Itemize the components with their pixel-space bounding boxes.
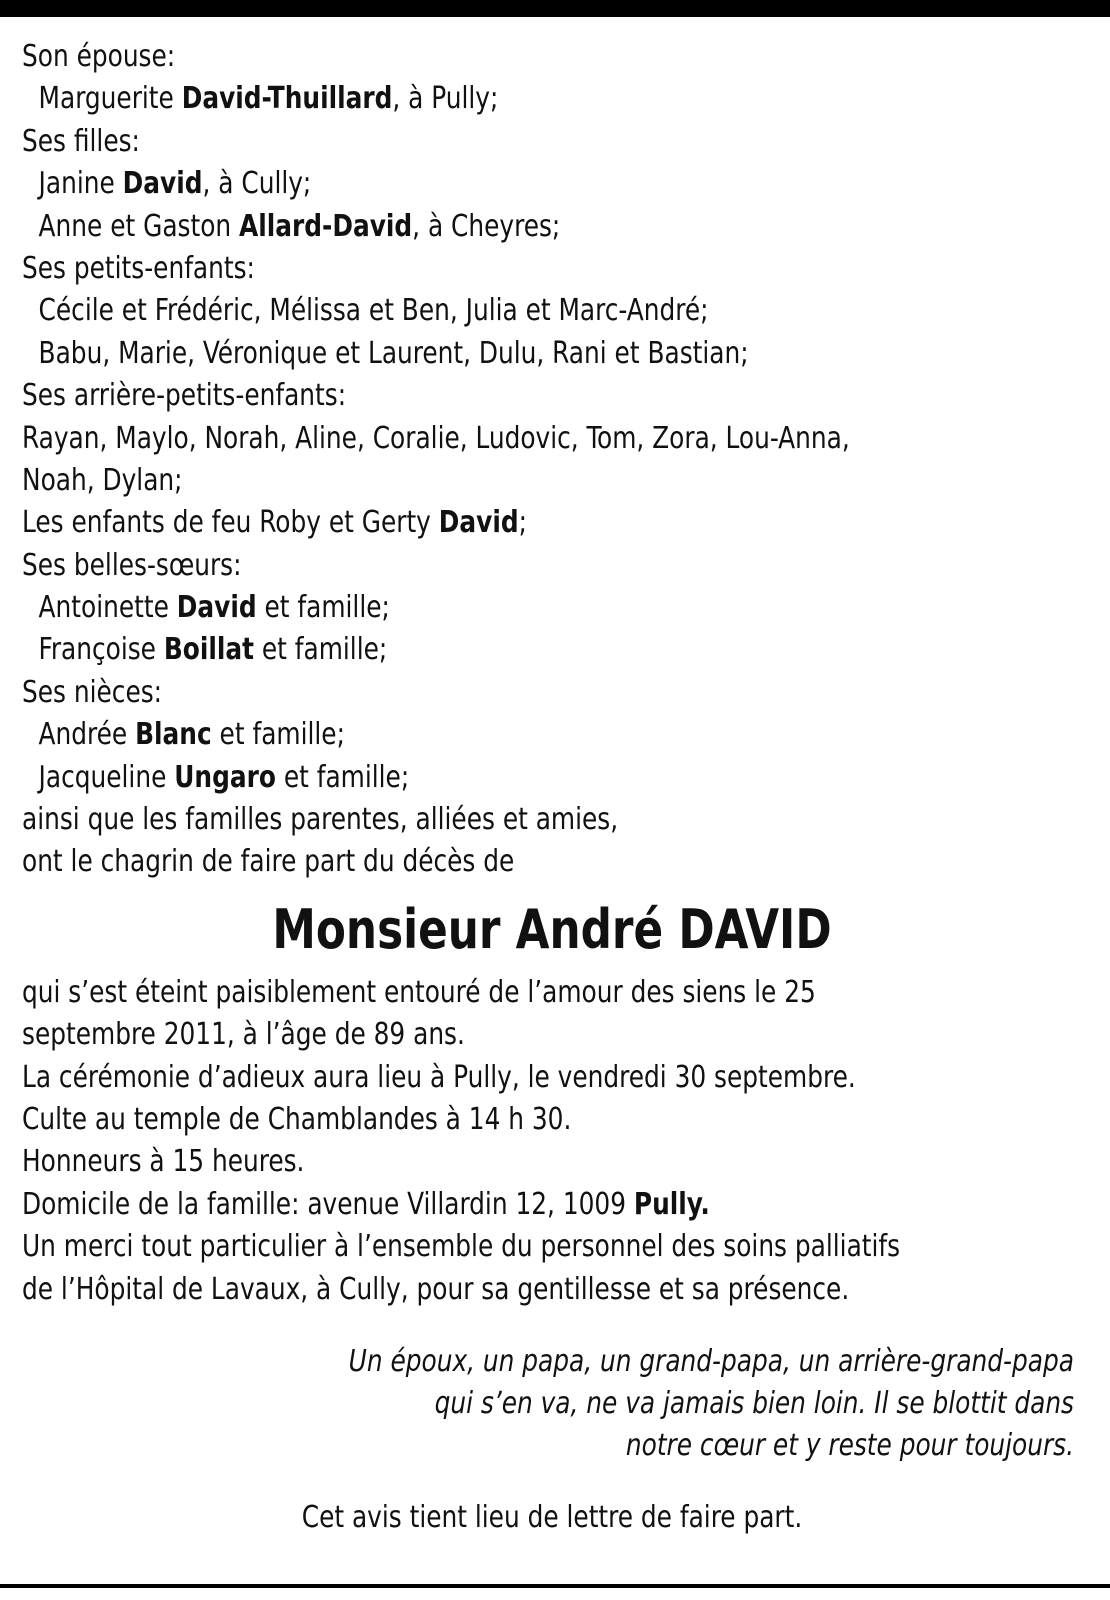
details-line: [22, 1184, 997, 1226]
surname: Blanc: [135, 717, 212, 753]
details-line: Un merci tout particulier à l’ensemble du personnel des soins palliatifs: [22, 1229, 901, 1265]
line-text: , à Cheyres;: [412, 208, 561, 244]
line-text: , à Cully;: [202, 166, 312, 202]
family-line: [22, 206, 997, 248]
deceased-name: Monsieur André DAVID: [272, 897, 832, 961]
line-text: Domicile de la famille: avenue Villardin 12, 1009: [22, 1186, 634, 1222]
surname: Allard-David: [239, 208, 413, 244]
family-line: [22, 587, 997, 629]
line-text: Antoinette: [38, 590, 177, 626]
family-line: [22, 757, 997, 799]
surname: Boillat: [163, 632, 254, 668]
family-line: Noah, Dylan;: [22, 462, 183, 498]
bottom-border: [0, 1584, 1110, 1588]
family-line: Ses belles-sœurs:: [22, 547, 242, 583]
surname: Ungaro: [174, 759, 276, 795]
surname: David: [176, 590, 257, 626]
poem-line: Un époux, un papa, un grand-papa, un arrière-grand-papa: [348, 1343, 1074, 1379]
surname: David: [438, 505, 519, 541]
closing-line: Cet avis tient lieu de lettre de faire part.: [301, 1499, 803, 1535]
family-line: [22, 714, 997, 756]
family-line: [22, 78, 997, 120]
poem: [22, 1341, 1082, 1467]
line-text: Marguerite: [38, 81, 182, 117]
family-line: Ses filles:: [22, 123, 140, 159]
family-line: ont le chagrin de faire part du décès de: [22, 844, 515, 880]
details-line: Culte au temple de Chamblandes à 14 h 30.: [22, 1101, 572, 1137]
funeral-details: [22, 972, 1082, 1311]
line-text: et famille;: [275, 759, 410, 795]
surname: David-Thuillard: [181, 81, 393, 117]
family-line: Ses arrière-petits-enfants:: [22, 378, 347, 414]
line-text: ;: [518, 505, 527, 541]
surname: Pully.: [633, 1186, 710, 1222]
line-text: , à Pully;: [392, 81, 499, 117]
obituary-notice: [22, 36, 1082, 1539]
top-border: [0, 0, 1110, 17]
family-line: Son épouse:: [22, 39, 176, 74]
details-line: qui s’est éteint paisiblement entouré de l’amour des siens le 25: [22, 974, 816, 1010]
line-text: et famille;: [256, 590, 390, 626]
details-line: de l’Hôpital de Lavaux, à Cully, pour sa gentillesse et sa présence.: [22, 1271, 850, 1307]
line-text: Jacqueline: [38, 759, 175, 795]
family-line: Babu, Marie, Véronique et Laurent, Dulu, Rani et Bastian;: [38, 335, 749, 371]
line-text: Françoise: [38, 632, 164, 668]
details-line: septembre 2011, à l’âge de 89 ans.: [22, 1017, 465, 1053]
family-line: Ses petits-enfants:: [22, 250, 255, 286]
poem-line: notre cœur et y reste pour toujours.: [625, 1427, 1074, 1463]
line-text: Anne et Gaston: [38, 208, 240, 244]
family-line: Cécile et Frédéric, Mélissa et Ben, Julia et Marc-André;: [38, 293, 709, 329]
family-list: [22, 36, 1082, 884]
family-line: [22, 502, 997, 544]
details-line: Honneurs à 15 heures.: [22, 1144, 305, 1180]
details-line: La cérémonie d’adieux aura lieu à Pully, le vendredi 30 septembre.: [22, 1059, 856, 1095]
poem-line: qui s’en va, ne va jamais bien loin. Il se blottit dans: [434, 1385, 1074, 1421]
line-text: Andrée: [38, 717, 136, 753]
family-line: Ses nièces:: [22, 674, 163, 710]
family-line: Rayan, Maylo, Norah, Aline, Coralie, Ludovic, Tom, Zora, Lou-Anna,: [22, 420, 850, 456]
surname: David: [122, 166, 203, 202]
family-line: [22, 629, 997, 671]
line-text: Janine: [38, 166, 123, 202]
family-line: [22, 163, 997, 205]
line-text: et famille;: [253, 632, 388, 668]
family-line: ainsi que les familles parentes, alliées et amies,: [22, 802, 619, 838]
line-text: Les enfants de feu Roby et Gerty: [22, 505, 439, 541]
line-text: et famille;: [211, 717, 345, 753]
